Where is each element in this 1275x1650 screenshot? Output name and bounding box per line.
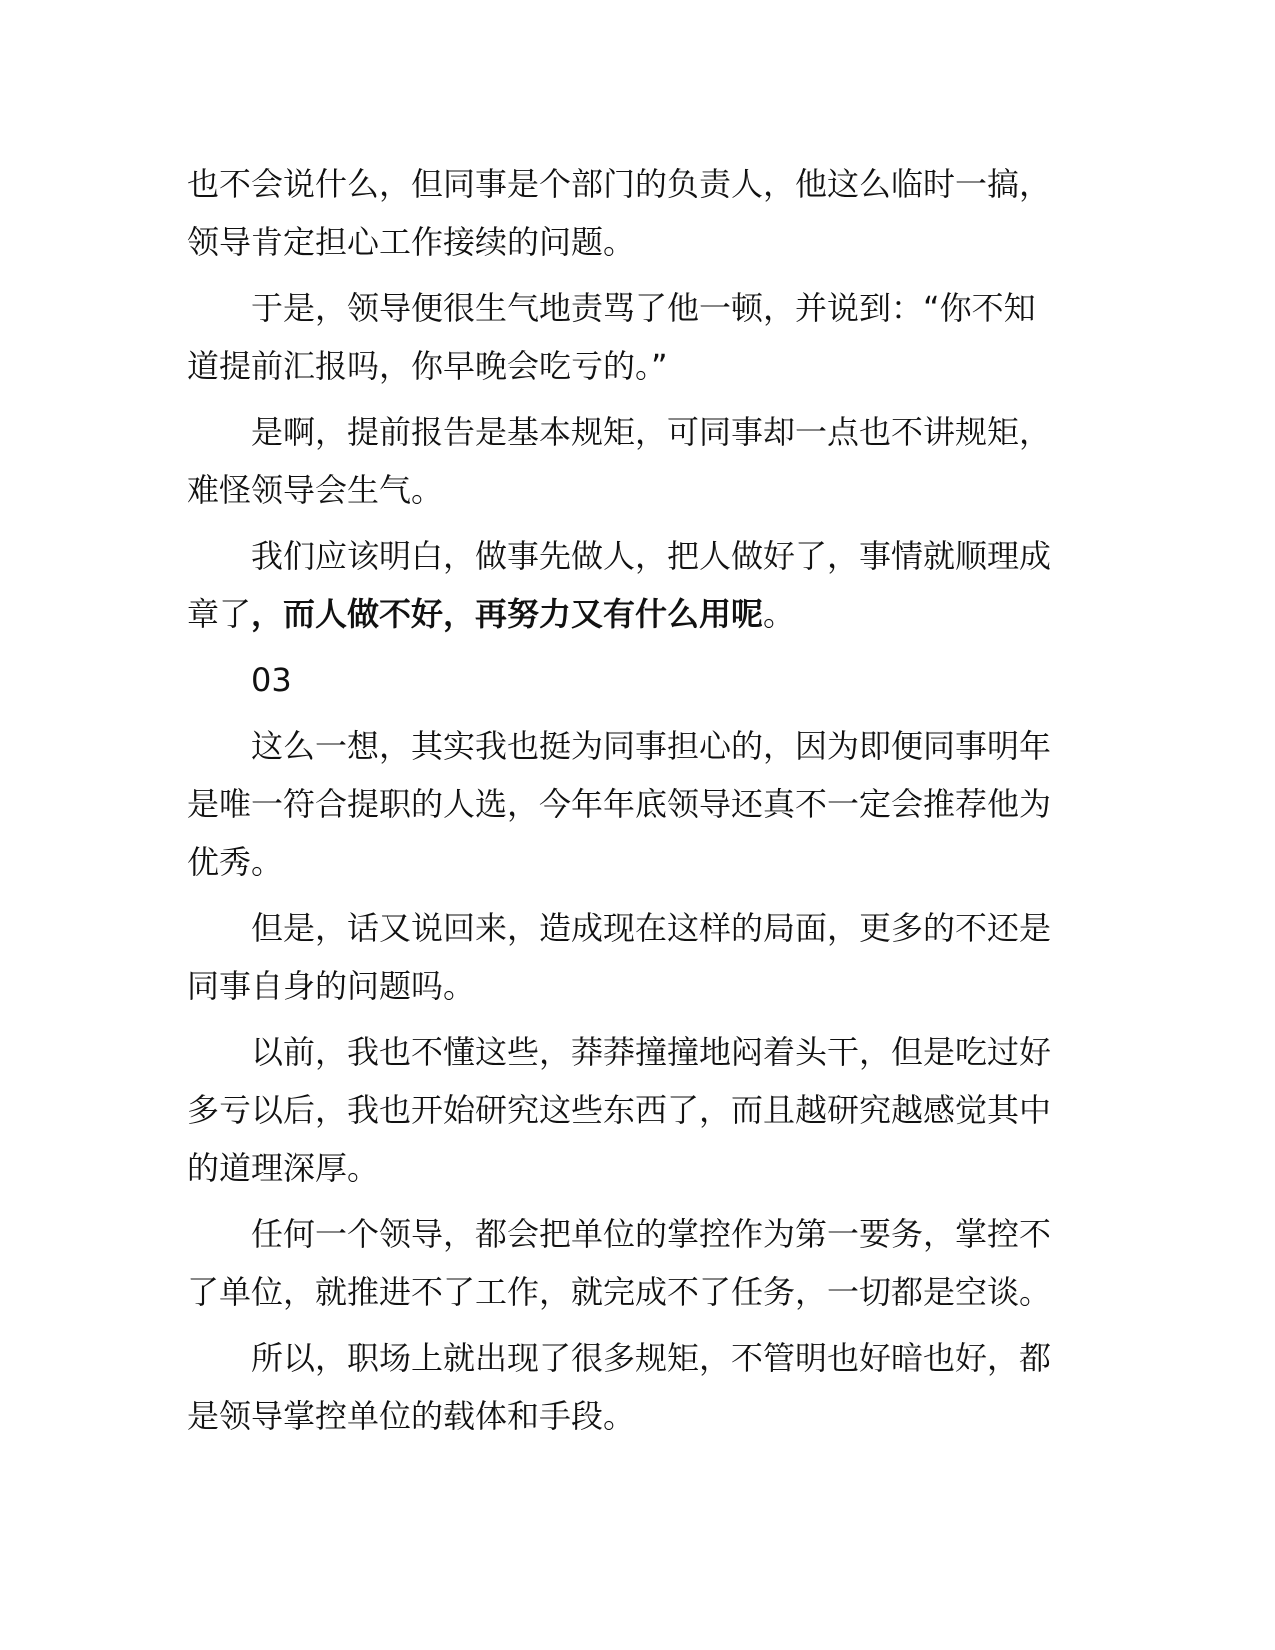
text-line: 是啊，提前报告是基本规矩，可同事却一点也不讲规矩， xyxy=(251,413,1052,451)
paragraph-8 xyxy=(187,1205,1092,1321)
text-line: 但是，话又说回来，造成现在这样的局面，更多的不还是 xyxy=(251,909,1052,947)
paragraph-6 xyxy=(187,899,1092,1015)
text-line: 难怪领导会生气。 xyxy=(187,471,444,509)
text-line: 03 xyxy=(251,661,292,699)
paragraph-9 xyxy=(187,1329,1092,1445)
paragraph-7 xyxy=(187,1023,1092,1197)
paragraph-4 xyxy=(187,527,1092,643)
text-line: 了单位，就推进不了工作，就完成不了任务，一切都是空谈。 xyxy=(187,1273,1052,1311)
paragraph-2 xyxy=(187,279,1092,395)
text-normal: 章了 xyxy=(187,595,252,633)
section-number xyxy=(187,651,1092,709)
text-bold: ，而人做不好，再努力又有什么用呢 xyxy=(251,595,764,633)
text-line: 我们应该明白，做事先做人，把人做好了，事情就顺理成 xyxy=(251,537,1052,575)
text-line: 是唯一符合提职的人选，今年年底领导还真不一定会推荐他为 xyxy=(187,785,1052,823)
text-line: 领导肯定担心工作接续的问题。 xyxy=(187,223,636,261)
document-page xyxy=(187,155,1092,1453)
text-line: 道提前汇报吗，你早晚会吃亏的。” xyxy=(187,347,668,385)
text-line: 优秀。 xyxy=(187,843,284,881)
text-line: 这么一想，其实我也挺为同事担心的，因为即便同事明年 xyxy=(251,727,1052,765)
text-line: 于是，领导便很生气地责骂了他一顿，并说到：“你不知 xyxy=(251,289,1036,327)
text-line: 多亏以后，我也开始研究这些东西了，而且越研究越感觉其中 xyxy=(187,1091,1052,1129)
text-line: 也不会说什么，但同事是个部门的负责人，他这么临时一搞， xyxy=(187,165,1052,203)
paragraph-1 xyxy=(187,155,1092,271)
text-line: 所以，职场上就出现了很多规矩，不管明也好暗也好，都 xyxy=(251,1339,1052,1377)
text-line: 以前，我也不懂这些，莽莽撞撞地闷着头干，但是吃过好 xyxy=(251,1033,1052,1071)
paragraph-5 xyxy=(187,717,1092,891)
text-line: 的道理深厚。 xyxy=(187,1149,380,1187)
text-line: 同事自身的问题吗。 xyxy=(187,967,476,1005)
text-normal: 。 xyxy=(763,595,796,633)
text-line: 任何一个领导，都会把单位的掌控作为第一要务，掌控不 xyxy=(251,1215,1052,1253)
text-line-mixed xyxy=(123,585,1092,643)
text-line: 是领导掌控单位的载体和手段。 xyxy=(187,1397,636,1435)
paragraph-3 xyxy=(187,403,1092,519)
